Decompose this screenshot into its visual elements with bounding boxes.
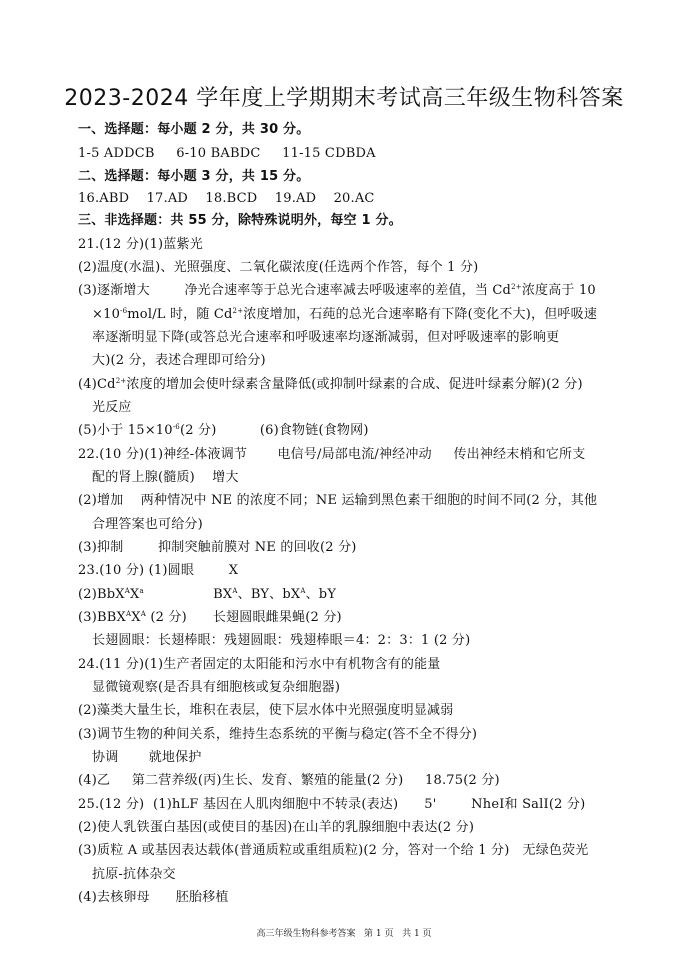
q21-line-7b: 浓度的增加会使叶绿素含量降低(或抑制叶绿素的合成、促进叶绿素分解)(2 分) xyxy=(126,377,583,392)
cd-ion-sup: 2+ xyxy=(511,283,522,291)
q22-line-3: (2)增加 两种情况中 NE 的浓度不同；NE 运输到黑色素干细胞的时间不同(2 分，其他 xyxy=(78,493,598,508)
page-title: 2023-2024 学年度上学期期末考试高三年级生物科答案 xyxy=(64,86,624,111)
q24-line-2: 显微镜观察(是否具有细胞核或复杂细胞器) xyxy=(92,680,341,695)
allele-sup: A xyxy=(125,610,132,618)
q24-line-5: 协调 就地保护 xyxy=(92,750,202,765)
page-footer: 高三年级生物科参考答案 第 1 页 共 1 页 xyxy=(256,929,432,939)
section-1-heading: 一、选择题：每小题 2 分，共 30 分。 xyxy=(78,122,310,137)
q25-line-4: 抗原-抗体杂交 xyxy=(92,867,176,882)
allele-sup: A xyxy=(124,587,131,595)
q23-genotype-text: BX xyxy=(143,587,233,602)
q23-genotype-text: 、bY xyxy=(305,587,337,602)
q22-line-1: 22.(10 分)(1)神经-体液调节 电信号/局部电流/神经冲动 传出神经末梢和它所支 xyxy=(78,447,586,462)
q23-genotype-text: 、BY、bX xyxy=(237,587,301,602)
q21-line-4a: ×10 xyxy=(92,307,121,322)
q25-line-2: (2)使人乳铁蛋白基因(或使目的基因)在山羊的乳腺细胞中表达(2 分) xyxy=(78,820,475,835)
q24-line-1: 24.(11 分)(1)生产者固定的太阳能和污水中有机物含有的能量 xyxy=(78,657,441,672)
q21-line-8: 光反应 xyxy=(92,400,132,415)
q23-line-3 xyxy=(78,609,342,627)
section-2-heading: 二、选择题：每小题 3 分，共 15 分。 xyxy=(78,169,310,184)
exponent-sup: -6 xyxy=(172,423,180,431)
q21-line-9b: (2 分) (6)食物链(食物网) xyxy=(179,423,369,438)
q21-line-2: (2)温度(水温)、光照强度、二氧化碳浓度(任选两个作答，每个 1 分) xyxy=(78,260,479,275)
section-3-heading: 三、非选择题：共 55 分，除特殊说明外，每空 1 分。 xyxy=(78,213,402,228)
q24-line-6: (4)乙 第二营养级(丙)生长、发育、繁殖的能量(2 分) 18.75(2 分) xyxy=(78,773,500,788)
q22-line-5: (3)抑制 抑制突触前膜对 NE 的回收(2 分) xyxy=(78,540,357,555)
allele-sup: A xyxy=(300,587,306,595)
allele-sup: A xyxy=(232,587,238,595)
q23-line-2 xyxy=(78,586,336,604)
q23-genotype-text: X xyxy=(130,587,140,602)
cd-ion-sup: 2+ xyxy=(115,377,127,385)
q21-line-5: 率逐渐明显下降(或答总光合速率和呼吸速率均逐渐减弱，但对呼吸速率的影响更 xyxy=(92,330,560,345)
q23-genotype-text: (3)BBX xyxy=(78,610,126,625)
q25-line-3: (3)质粒 A 或基因表达载体(普通质粒或重组质粒)(2 分，答对一个给 1 分) 无绿色荧光 xyxy=(78,843,589,858)
allele-sup: A xyxy=(140,610,146,618)
section-1-answers: 1-5 ADDCB 6-10 BABDC 11-15 CDBDA xyxy=(78,146,376,161)
q21-line-4 xyxy=(92,306,597,324)
q21-line-3a: (3)逐渐增大 净光合速率等于总光合速率减去呼吸速率的差值，当 Cd xyxy=(78,283,512,298)
q21-line-7 xyxy=(78,376,583,394)
q23-genotype-text: X xyxy=(131,610,141,625)
allele-sup: a xyxy=(139,587,144,595)
q21-line-9 xyxy=(78,422,369,440)
section-2-answers: 16.ABD 17.AD 18.BCD 19.AD 20.AC xyxy=(78,191,375,206)
q22-line-2: 配的肾上腺(髓质) 增大 xyxy=(92,470,239,485)
exponent-sup: -6 xyxy=(120,307,128,315)
q22-line-4: 合理答案也可给分) xyxy=(92,517,203,532)
q24-line-3: (2)藻类大量生长，堆积在表层，使下层水体中光照强度明显减弱 xyxy=(78,703,454,718)
q21-line-3b: 浓度高于 10 xyxy=(521,283,596,298)
q21-line-7a: (4)Cd xyxy=(78,377,116,392)
q23-line-1: 23.(10 分) (1)圆眼 X xyxy=(78,563,239,578)
q21-line-3 xyxy=(78,282,596,300)
q24-line-4: (3)调节生物的种间关系，维持生态系统的平衡与稳定(答不全不得分) xyxy=(78,727,478,742)
q21-line-4c: 浓度增加，石莼的总光合速率略有下降(变化不大)，但呼吸速 xyxy=(243,307,598,322)
q23-genotype-text: (2 分) 长翅圆眼雌果蝇(2 分) xyxy=(145,610,342,625)
q25-line-5: (4)去核卵母 胚胎移植 xyxy=(78,890,229,905)
q23-genotype-text: (2)BbX xyxy=(78,587,125,602)
q21-line-9a: (5)小于 15×10 xyxy=(78,423,173,438)
cd-ion-sup: 2+ xyxy=(232,307,244,315)
q21-line-4b: mol/L 时，随 Cd xyxy=(127,307,233,322)
q25-line-1: 25.(12 分) (1)hLF 基因在人肌肉细胞中不转录(表达) 5' NheⅠ和 SalⅠ(2 分) xyxy=(78,797,586,812)
q23-line-4: 长翅圆眼：长翅棒眼：残翅圆眼：残翅棒眼＝4：2：3：1 (2 分) xyxy=(92,633,471,648)
q21-line-1: 21.(12 分)(1)蓝紫光 xyxy=(78,237,203,252)
q21-line-6: 大)(2 分，表述合理即可给分) xyxy=(92,353,266,368)
